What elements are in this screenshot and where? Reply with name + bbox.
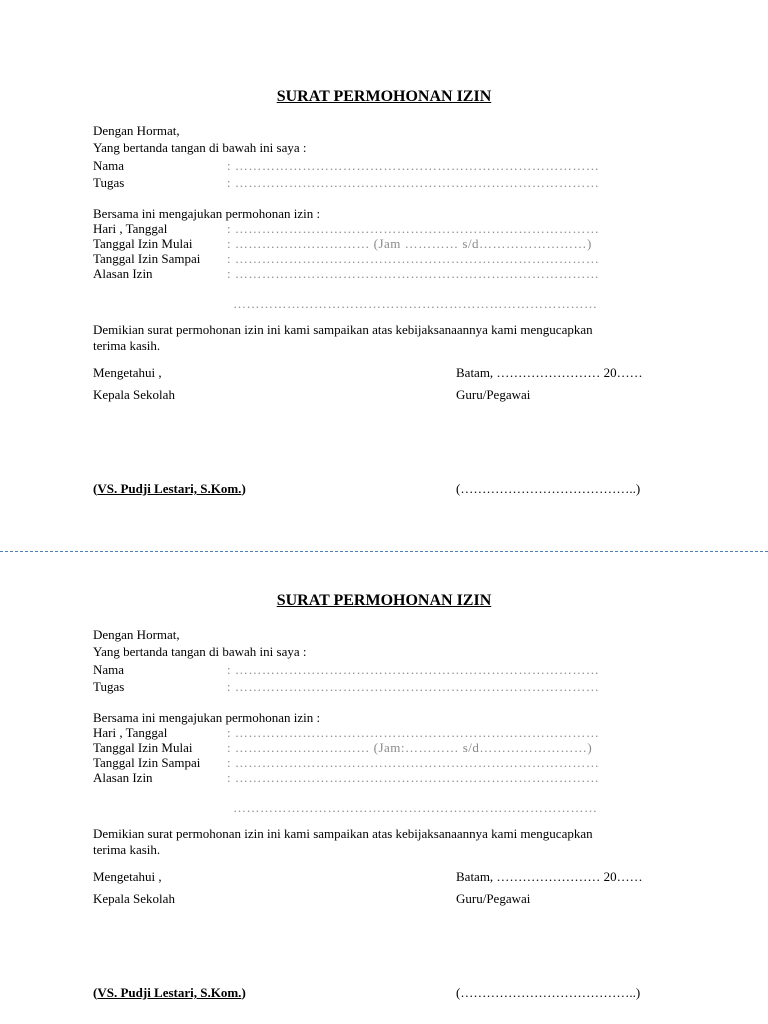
- acknowledged-label: Mengetahui ,: [93, 365, 162, 380]
- place-date-line: Batam, …………………… 20……: [456, 365, 643, 380]
- field-label-hari-tanggal: Hari , Tanggal: [93, 725, 168, 740]
- field-label-alasan: Alasan Izin: [93, 770, 153, 785]
- field-value-alasan: : ………………………………………………………………………: [227, 266, 600, 281]
- field-value-izin-sampai: : ………………………………………………………………………: [227, 251, 600, 266]
- permit-form-2: [0, 504, 768, 1004]
- principal-signature: [93, 985, 246, 1000]
- field-value-izin-sampai: : ………………………………………………………………………: [227, 755, 600, 770]
- permit-form-1: [0, 0, 768, 500]
- sig-open-paren: (: [93, 985, 98, 1000]
- place-date-line: Batam, …………………… 20……: [456, 869, 643, 884]
- principal-name: VS. Pudji Lestari, S.Kom.: [97, 985, 242, 1000]
- intro-line: Yang bertanda tangan di bawah ini saya :: [93, 140, 307, 155]
- closing-line-1: Demikian surat permohonan izin ini kami sampaikan atas kebijaksanaannya kami mengucapkan: [93, 826, 593, 841]
- request-intro: Bersama ini mengajukan permohonan izin :: [93, 206, 321, 221]
- employee-role: Guru/Pegawai: [456, 891, 531, 906]
- employee-role: Guru/Pegawai: [456, 387, 531, 402]
- field-label-nama: Nama: [93, 158, 125, 173]
- form-title: SURAT PERMOHONAN IZIN: [276, 88, 492, 105]
- salutation: Dengan Hormat,: [93, 627, 180, 642]
- field-value-hari-tanggal: : ………………………………………………………………………: [227, 725, 600, 740]
- principal-signature: [93, 481, 246, 496]
- field-value-izin-mulai: : ………………………… (Jam:………… s/d……………………): [227, 740, 593, 755]
- field-value-tugas: : ………………………………………………………………………: [227, 175, 600, 190]
- field-label-tugas: Tugas: [93, 175, 125, 190]
- sig-close-paren: ): [241, 985, 246, 1000]
- field-label-izin-sampai: Tanggal Izin Sampai: [93, 755, 201, 770]
- request-intro: Bersama ini mengajukan permohonan izin :: [93, 710, 321, 725]
- field-label-izin-mulai: Tanggal Izin Mulai: [93, 740, 193, 755]
- reason-continuation: ………………………………………………………………………: [233, 800, 598, 815]
- principal-role: Kepala Sekolah: [93, 891, 175, 906]
- employee-signature: (…………………………………..): [456, 985, 641, 1000]
- principal-name: VS. Pudji Lestari, S.Kom.: [97, 481, 242, 496]
- field-label-izin-mulai: Tanggal Izin Mulai: [93, 236, 193, 251]
- intro-line: Yang bertanda tangan di bawah ini saya :: [93, 644, 307, 659]
- field-label-hari-tanggal: Hari , Tanggal: [93, 221, 168, 236]
- field-label-tugas: Tugas: [93, 679, 125, 694]
- form-title: SURAT PERMOHONAN IZIN: [276, 592, 492, 609]
- sig-open-paren: (: [93, 481, 98, 496]
- closing-line-2: terima kasih.: [93, 842, 161, 857]
- field-value-hari-tanggal: : ………………………………………………………………………: [227, 221, 600, 236]
- field-value-izin-mulai: : ………………………… (Jam ………… s/d……………………): [227, 236, 592, 251]
- field-label-nama: Nama: [93, 662, 125, 677]
- field-value-nama: : ………………………………………………………………………: [227, 158, 600, 173]
- field-value-tugas: : ………………………………………………………………………: [227, 679, 600, 694]
- reason-continuation: ………………………………………………………………………: [233, 296, 598, 311]
- field-value-nama: : ………………………………………………………………………: [227, 662, 600, 677]
- principal-role: Kepala Sekolah: [93, 387, 175, 402]
- closing-line-2: terima kasih.: [93, 338, 161, 353]
- salutation: Dengan Hormat,: [93, 123, 180, 138]
- field-label-izin-sampai: Tanggal Izin Sampai: [93, 251, 201, 266]
- field-value-alasan: : ………………………………………………………………………: [227, 770, 600, 785]
- sig-close-paren: ): [241, 481, 246, 496]
- acknowledged-label: Mengetahui ,: [93, 869, 162, 884]
- field-label-alasan: Alasan Izin: [93, 266, 153, 281]
- employee-signature: (…………………………………..): [456, 481, 641, 496]
- closing-line-1: Demikian surat permohonan izin ini kami sampaikan atas kebijaksanaannya kami mengucapkan: [93, 322, 593, 337]
